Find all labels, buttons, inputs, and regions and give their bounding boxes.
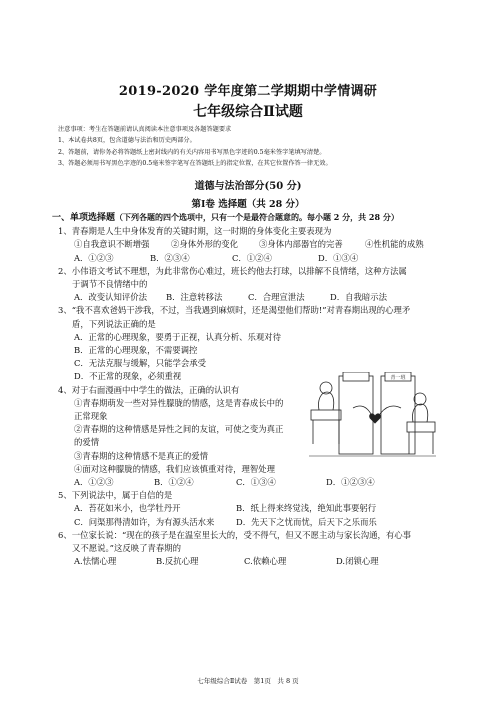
option: A．①②③ [74, 252, 114, 263]
option: C．无法克服与缓解，只能学会承受 [74, 358, 207, 369]
item-cont: 的爱情 [74, 437, 100, 448]
option: B.反抗心理 [156, 556, 199, 567]
item: ④性机能的成熟 [365, 239, 424, 250]
question-options [58, 476, 448, 489]
option: B．②③④ [150, 252, 190, 263]
instruction-item: 3、答题必须用书写黑色字迹的0.5毫米签字笔写在答题纸上的指定位置，在其它位置作答一律无效。 [58, 160, 332, 168]
question-stem-cont: 又不愿说。”这反映了青春期的 [72, 543, 181, 554]
option: B．纸上得来终觉浅，绝知此事要躬行 [236, 503, 377, 514]
option: B．①②④ [154, 477, 194, 488]
option: A．改变认知评价法 [74, 292, 148, 303]
item: ①自我意识不断增强 [74, 239, 150, 250]
classroom-cartoon-illustration [309, 372, 436, 457]
question-options [58, 291, 448, 304]
option: D．①②③④ [326, 477, 375, 488]
question-options [58, 502, 448, 515]
option: D．自我暗示法 [330, 292, 387, 303]
question-stem: 3、“我不喜欢爸妈干涉我，不过，当我遇到麻烦时，还是渴望他们帮助!”对青春期出现的心理矛 [58, 305, 411, 316]
question-stem: 5、下列说法中，属于自信的是 [58, 490, 173, 501]
item: ①青春期萌发一些对异性朦胧的情感，这是青春成长中的 [74, 397, 284, 408]
option: A．苔花如米小，也学牡丹开 [74, 503, 181, 514]
question-stem-cont: 盾，下列说法正确的是 [72, 318, 156, 329]
question-options [58, 555, 448, 568]
exam-title: 2019-2020 学年度第二学期期中学情调研 [118, 84, 378, 99]
question-stem: 6、一位家长说：“现在的孩子是在温室里长大的，受不得气，但又不愿主动与家长沟通，有心事 [58, 529, 411, 540]
mc-header [52, 211, 448, 225]
option: A．正常的心理现象，要勇于正视，认真分析、乐观对待 [74, 331, 282, 342]
instructions-heading: 注意事项：考生在答题前请认真阅读本注意事项及各题答题要求 [58, 126, 232, 133]
item: ③青春期的这种情感不是真正的爱情 [74, 450, 208, 461]
option: C．合理宣泄法 [248, 292, 305, 303]
class-sign-label: 青一班 [390, 375, 406, 381]
exam-subtitle: 七年级综合Ⅱ试题 [193, 104, 303, 120]
option: B．注意转移法 [166, 292, 223, 303]
option: A．①②③ [74, 477, 114, 488]
mc-header-note: （下列各题的四个选项中，只有一个是最符合题意的。每小题 2 分，共 28 分） [115, 212, 399, 222]
instruction-item: 2、答题前，请你务必将答题纸上密封线内的有关内容用书写黑色字迹的0.5毫米签字笔填写清楚。 [58, 148, 326, 156]
section-title: 道德与法治部分(50 分) [194, 181, 302, 192]
question-stem: 2、小伟语文考试不理想，为此非常伤心难过，班长约他去打球，以排解不良情绪，这种方法属 [58, 265, 407, 276]
option: D．①③④ [318, 252, 359, 263]
item: ②青春期的这种情感是异性之间的友谊，可使之变为真正 [74, 424, 284, 435]
question-stem: 4、对于右面漫画中中学生的做法，正确的认识有 [58, 384, 240, 395]
option: A.怯懦心理 [74, 556, 117, 567]
instruction-item: 1、本试卷共8页，包含道德与法治和历史两部分。 [58, 137, 196, 145]
instructions [58, 124, 458, 170]
question-items [58, 238, 448, 251]
question-stem: 1、青春期是人生中身体发育的关键时期，这一时期的身体变化主要表现为 [58, 226, 332, 237]
item: ④面对这种朦胧的情感，我们应该慎重对待，理智处理 [74, 463, 275, 474]
option: C．①③④ [236, 477, 276, 488]
item: ②身体外形的变化 [171, 239, 238, 250]
page-footer: 七年级综合Ⅱ试卷 第1页 共 8 页 [197, 677, 299, 685]
option: D.闭锁心理 [336, 556, 379, 567]
question-stem-cont: 于调节不良情绪中的 [72, 279, 148, 290]
item: ③身体内部器官的完善 [259, 239, 343, 250]
part-title: 第Ⅰ卷 选择题（共 28 分） [191, 199, 305, 210]
option: C.依赖心理 [244, 556, 287, 567]
question-options [58, 252, 448, 265]
option: D．不正常的现象，必须重视 [74, 371, 182, 382]
option: C．问渠那得清如许，为有源头活水来 [74, 516, 215, 527]
option: B．正常的心理现象，不需要调控 [74, 345, 198, 356]
item-cont: 正常现象 [74, 411, 108, 422]
option: C．①②④ [232, 252, 272, 263]
question-options [58, 516, 448, 529]
option: D．先天下之忧而忧，后天下之乐而乐 [236, 516, 377, 527]
mc-header-label: 一、单项选择题 [52, 213, 116, 223]
